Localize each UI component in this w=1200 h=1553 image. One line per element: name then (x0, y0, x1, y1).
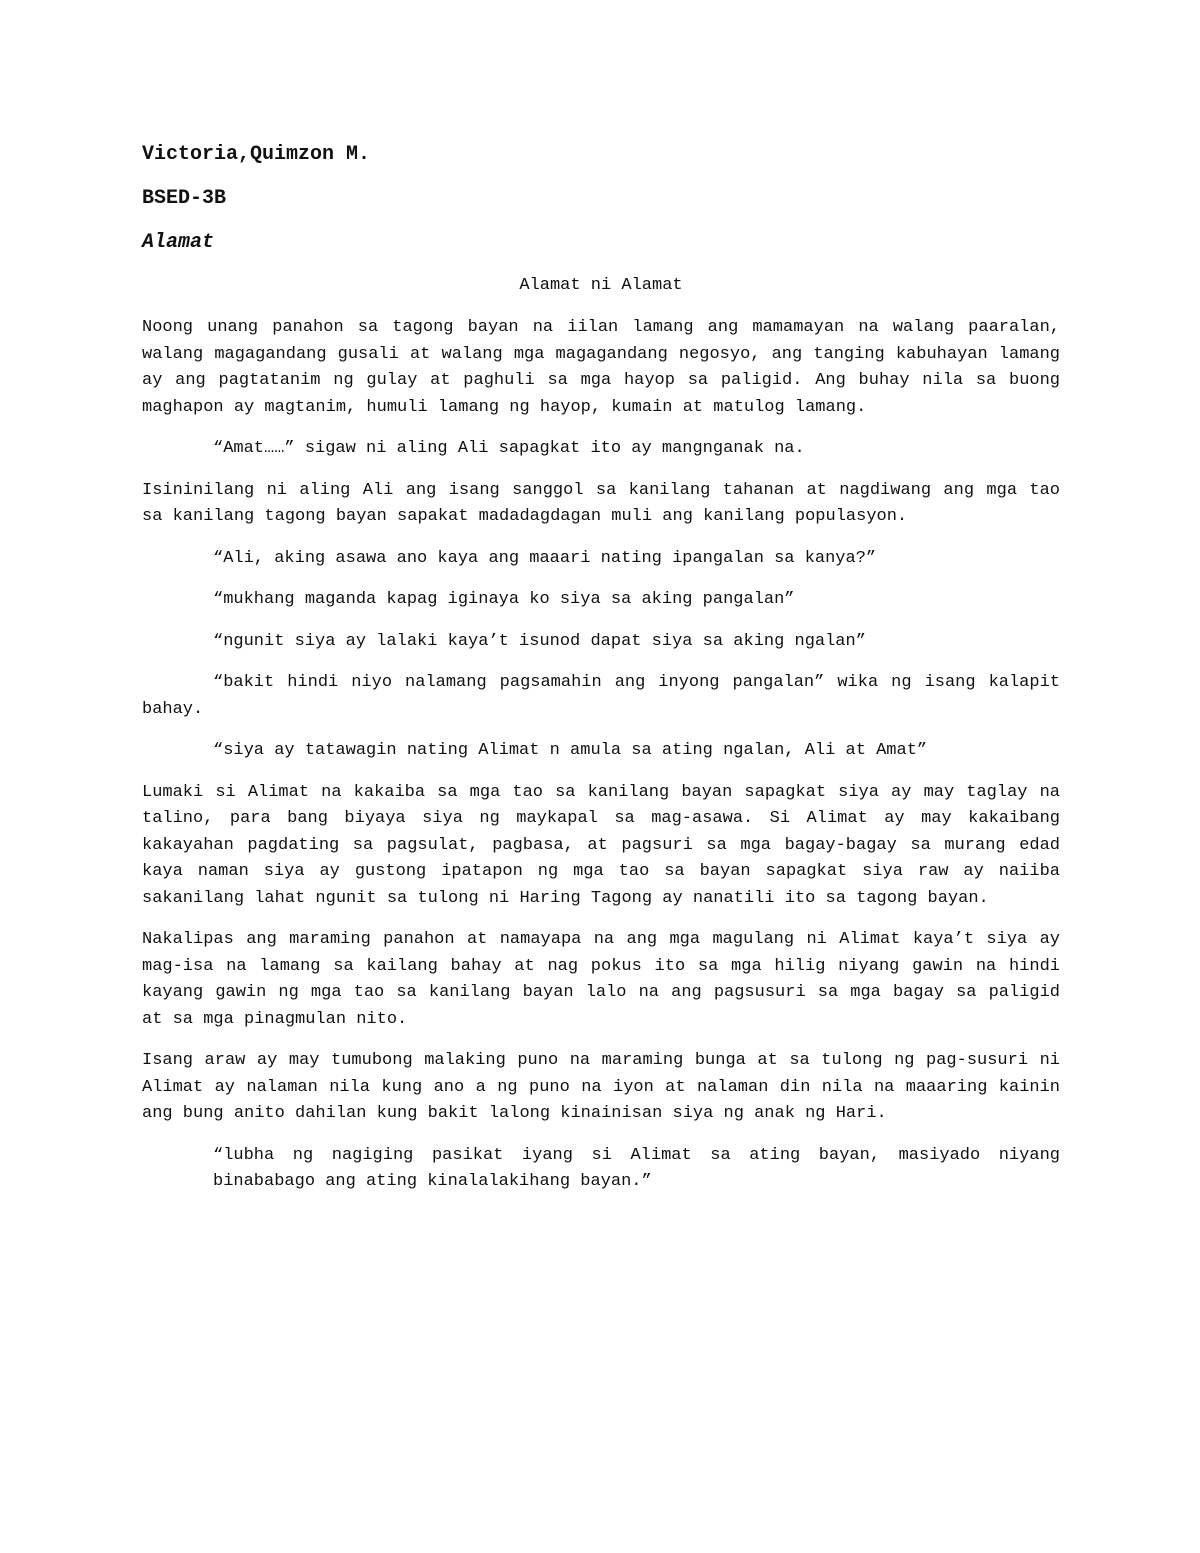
paragraph: Isang araw ay may tumubong malaking puno na maraming bunga at sa tulong ng pag-susuri ni Alimat ay nalaman nila kung ano a ng puno na iyon at nalaman din nila na maaaring kainin ang bung anito dahilan kung bakit lalong kinainisan siya ng anak ng Hari. (142, 1051, 1060, 1123)
paragraph: Noong unang panahon sa tagong bayan na iilan lamang ang mamamayan na walang paaralan, walang magagandang gusali at walang mga magagandang negosyo, ang tanging kabuhayan lamang ay ang pagtatanim ng gulay at paghuli sa mga hayop sa paligid. Ang buhay nila sa buong maghapon ay magtanim, humuli lamang ng hayop, kumain at matulog lamang. (142, 318, 1060, 417)
dialogue-paragraph: “Ali, aking asawa ano kaya ang maaari nating ipangalan sa kanya?” (213, 548, 877, 568)
dialogue-paragraph: “lubha ng nagiging pasikat iyang si Alimat sa ating bayan, masiyado niyang binababago ang ating kinalalakihang bayan.” (213, 1145, 1060, 1191)
genre-label: Alamat (142, 231, 215, 254)
dialogue-paragraph: “siya ay tatawagin nating Alimat n amula sa ating ngalan, Ali at Amat” (213, 741, 928, 760)
story-title: Alamat ni Alamat (519, 276, 683, 295)
author-name: Victoria,Quimzon M. (142, 143, 371, 166)
document-page (142, 141, 1060, 1211)
dialogue-paragraph: “ngunit siya ay lalaki kaya’t isunod dapat siya sa aking ngalan” (213, 631, 866, 651)
dialogue-paragraph: “bakit hindi niyo nalamang pagsamahin ang inyong pangalan” wika ng isang kalapit bahay. (142, 673, 1060, 719)
dialogue-paragraph: “mukhang maganda kapag iginaya ko siya sa aking pangalan” (213, 590, 795, 609)
paragraph: Nakalipas ang maraming panahon at namayapa na ang mga magulang ni Alimat kaya’t siya ay mag-isa na lamang sa kailang bahay at nag pokus ito sa mga hilig niyang gawin na hindi kayang gawin ng mga tao sa kanilang bayan lalo na ang pagsusuri sa mga bagay sa paligid at sa mga pinagmulan nito. (142, 930, 1060, 1029)
dialogue-paragraph: “Amat……” sigaw ni aling Ali sapagkat ito ay mangnganak na. (213, 439, 805, 458)
section-label: BSED-3B (142, 187, 227, 210)
paragraph: Lumaki si Alimat na kakaiba sa mga tao sa kanilang bayan sapagkat siya ay may taglay na talino, para bang biyaya siya ng maykapal sa mag-asawa. Si Alimat ay may kakaibang kakayahan pagdating sa pagsulat, pagbasa, at pagsuri sa mga bagay-bagay sa murang edad kaya naman siya ay gustong ipatapon ng mga tao sa bayan sapagkat siya raw ay naiiba sakanilang lahat ngunit sa tulong ni Haring Tagong ay nanatili ito sa tagong bayan. (142, 782, 1060, 908)
paragraph: Isininilang ni aling Ali ang isang sanggol sa kanilang tahanan at nagdiwang ang mga tao sa kanilang tagong bayan sapakat madadagdagan muli ang kanilang populasyon. (142, 480, 1060, 526)
